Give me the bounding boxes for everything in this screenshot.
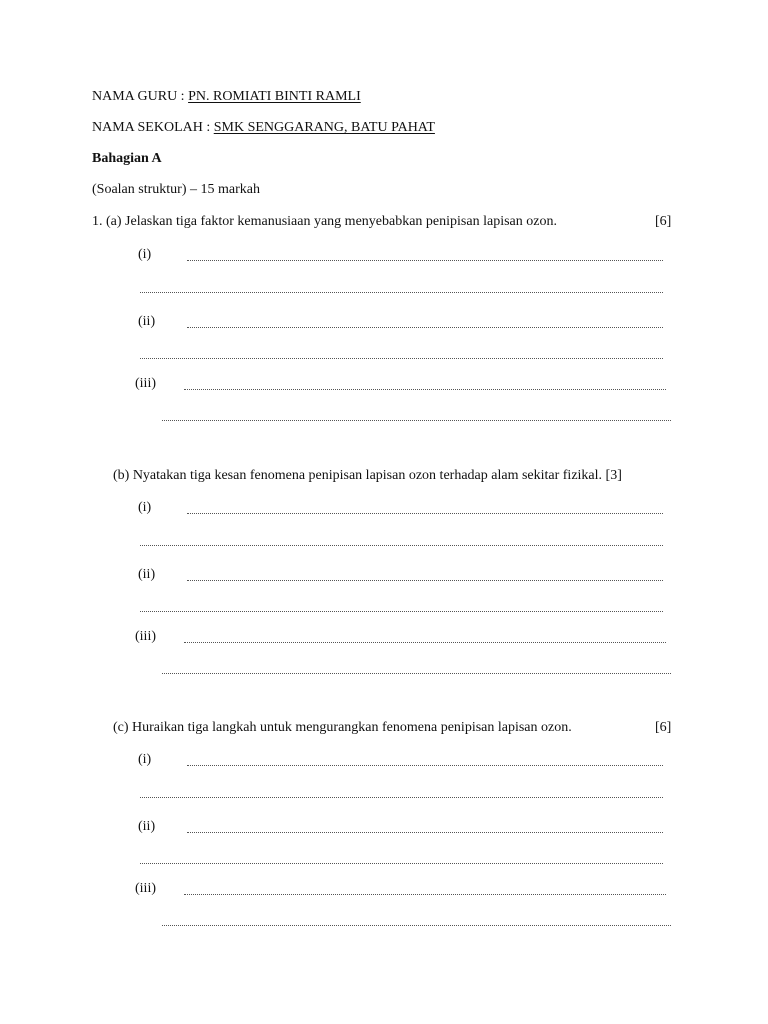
teacher-label: NAMA GURU : xyxy=(92,89,185,104)
school-name-row xyxy=(92,119,435,137)
question-1b-text: (b) Nyatakan tiga kesan fenomena penipisan lapisan ozon terhadap alam sekitar fizikal. [3] xyxy=(113,468,622,483)
school-label: NAMA SEKOLAH : xyxy=(92,120,211,135)
answer-line-b-iii-2[interactable] xyxy=(162,673,671,674)
section-title: Bahagian A xyxy=(92,151,162,166)
answer-line-b-i-2[interactable] xyxy=(140,545,663,546)
answer-label-b-i: (i) xyxy=(138,500,152,515)
answer-line-a-iii-1[interactable] xyxy=(184,389,666,390)
answer-label-c-ii: (ii) xyxy=(138,819,156,834)
answer-label-a-iii: (iii) xyxy=(135,376,156,391)
teacher-name-row xyxy=(92,88,361,106)
answer-label-b-ii: (ii) xyxy=(138,567,156,582)
answer-line-b-ii-1[interactable] xyxy=(187,580,663,581)
answer-line-a-ii-2[interactable] xyxy=(140,358,663,359)
answer-label-a-i: (i) xyxy=(138,247,152,262)
answer-line-b-iii-1[interactable] xyxy=(184,642,666,643)
answer-label-b-iii: (iii) xyxy=(135,629,156,644)
answer-label-a-ii: (ii) xyxy=(138,314,156,329)
answer-line-b-i-1[interactable] xyxy=(187,513,663,514)
answer-label-c-i: (i) xyxy=(138,752,152,767)
answer-line-a-i-2[interactable] xyxy=(140,292,663,293)
question-1a xyxy=(92,213,557,231)
answer-line-a-ii-1[interactable] xyxy=(187,327,663,328)
answer-line-a-i-1[interactable] xyxy=(187,260,663,261)
teacher-name: PN. ROMIATI BINTI RAMLI xyxy=(188,89,361,104)
answer-label-c-iii: (iii) xyxy=(135,881,156,896)
question-1a-text: (a) Jelaskan tiga faktor kemanusiaan yang menyebabkan penipisan lapisan ozon. xyxy=(106,214,557,229)
answer-line-c-ii-1[interactable] xyxy=(187,832,663,833)
question-1c-text: (c) Huraikan tiga langkah untuk mengurangkan fenomena penipisan lapisan ozon. xyxy=(113,720,572,735)
question-number: 1. xyxy=(92,214,103,229)
answer-line-c-i-2[interactable] xyxy=(140,797,663,798)
question-1a-marks: [6] xyxy=(655,214,672,229)
answer-line-b-ii-2[interactable] xyxy=(140,611,663,612)
answer-line-c-iii-2[interactable] xyxy=(162,925,671,926)
answer-line-c-iii-1[interactable] xyxy=(184,894,666,895)
section-subtitle: (Soalan struktur) – 15 markah xyxy=(92,182,260,197)
answer-line-c-ii-2[interactable] xyxy=(140,863,663,864)
answer-line-a-iii-2[interactable] xyxy=(162,420,671,421)
question-1c-marks: [6] xyxy=(655,720,672,735)
school-name: SMK SENGGARANG, BATU PAHAT xyxy=(213,120,435,135)
answer-line-c-i-1[interactable] xyxy=(187,765,663,766)
